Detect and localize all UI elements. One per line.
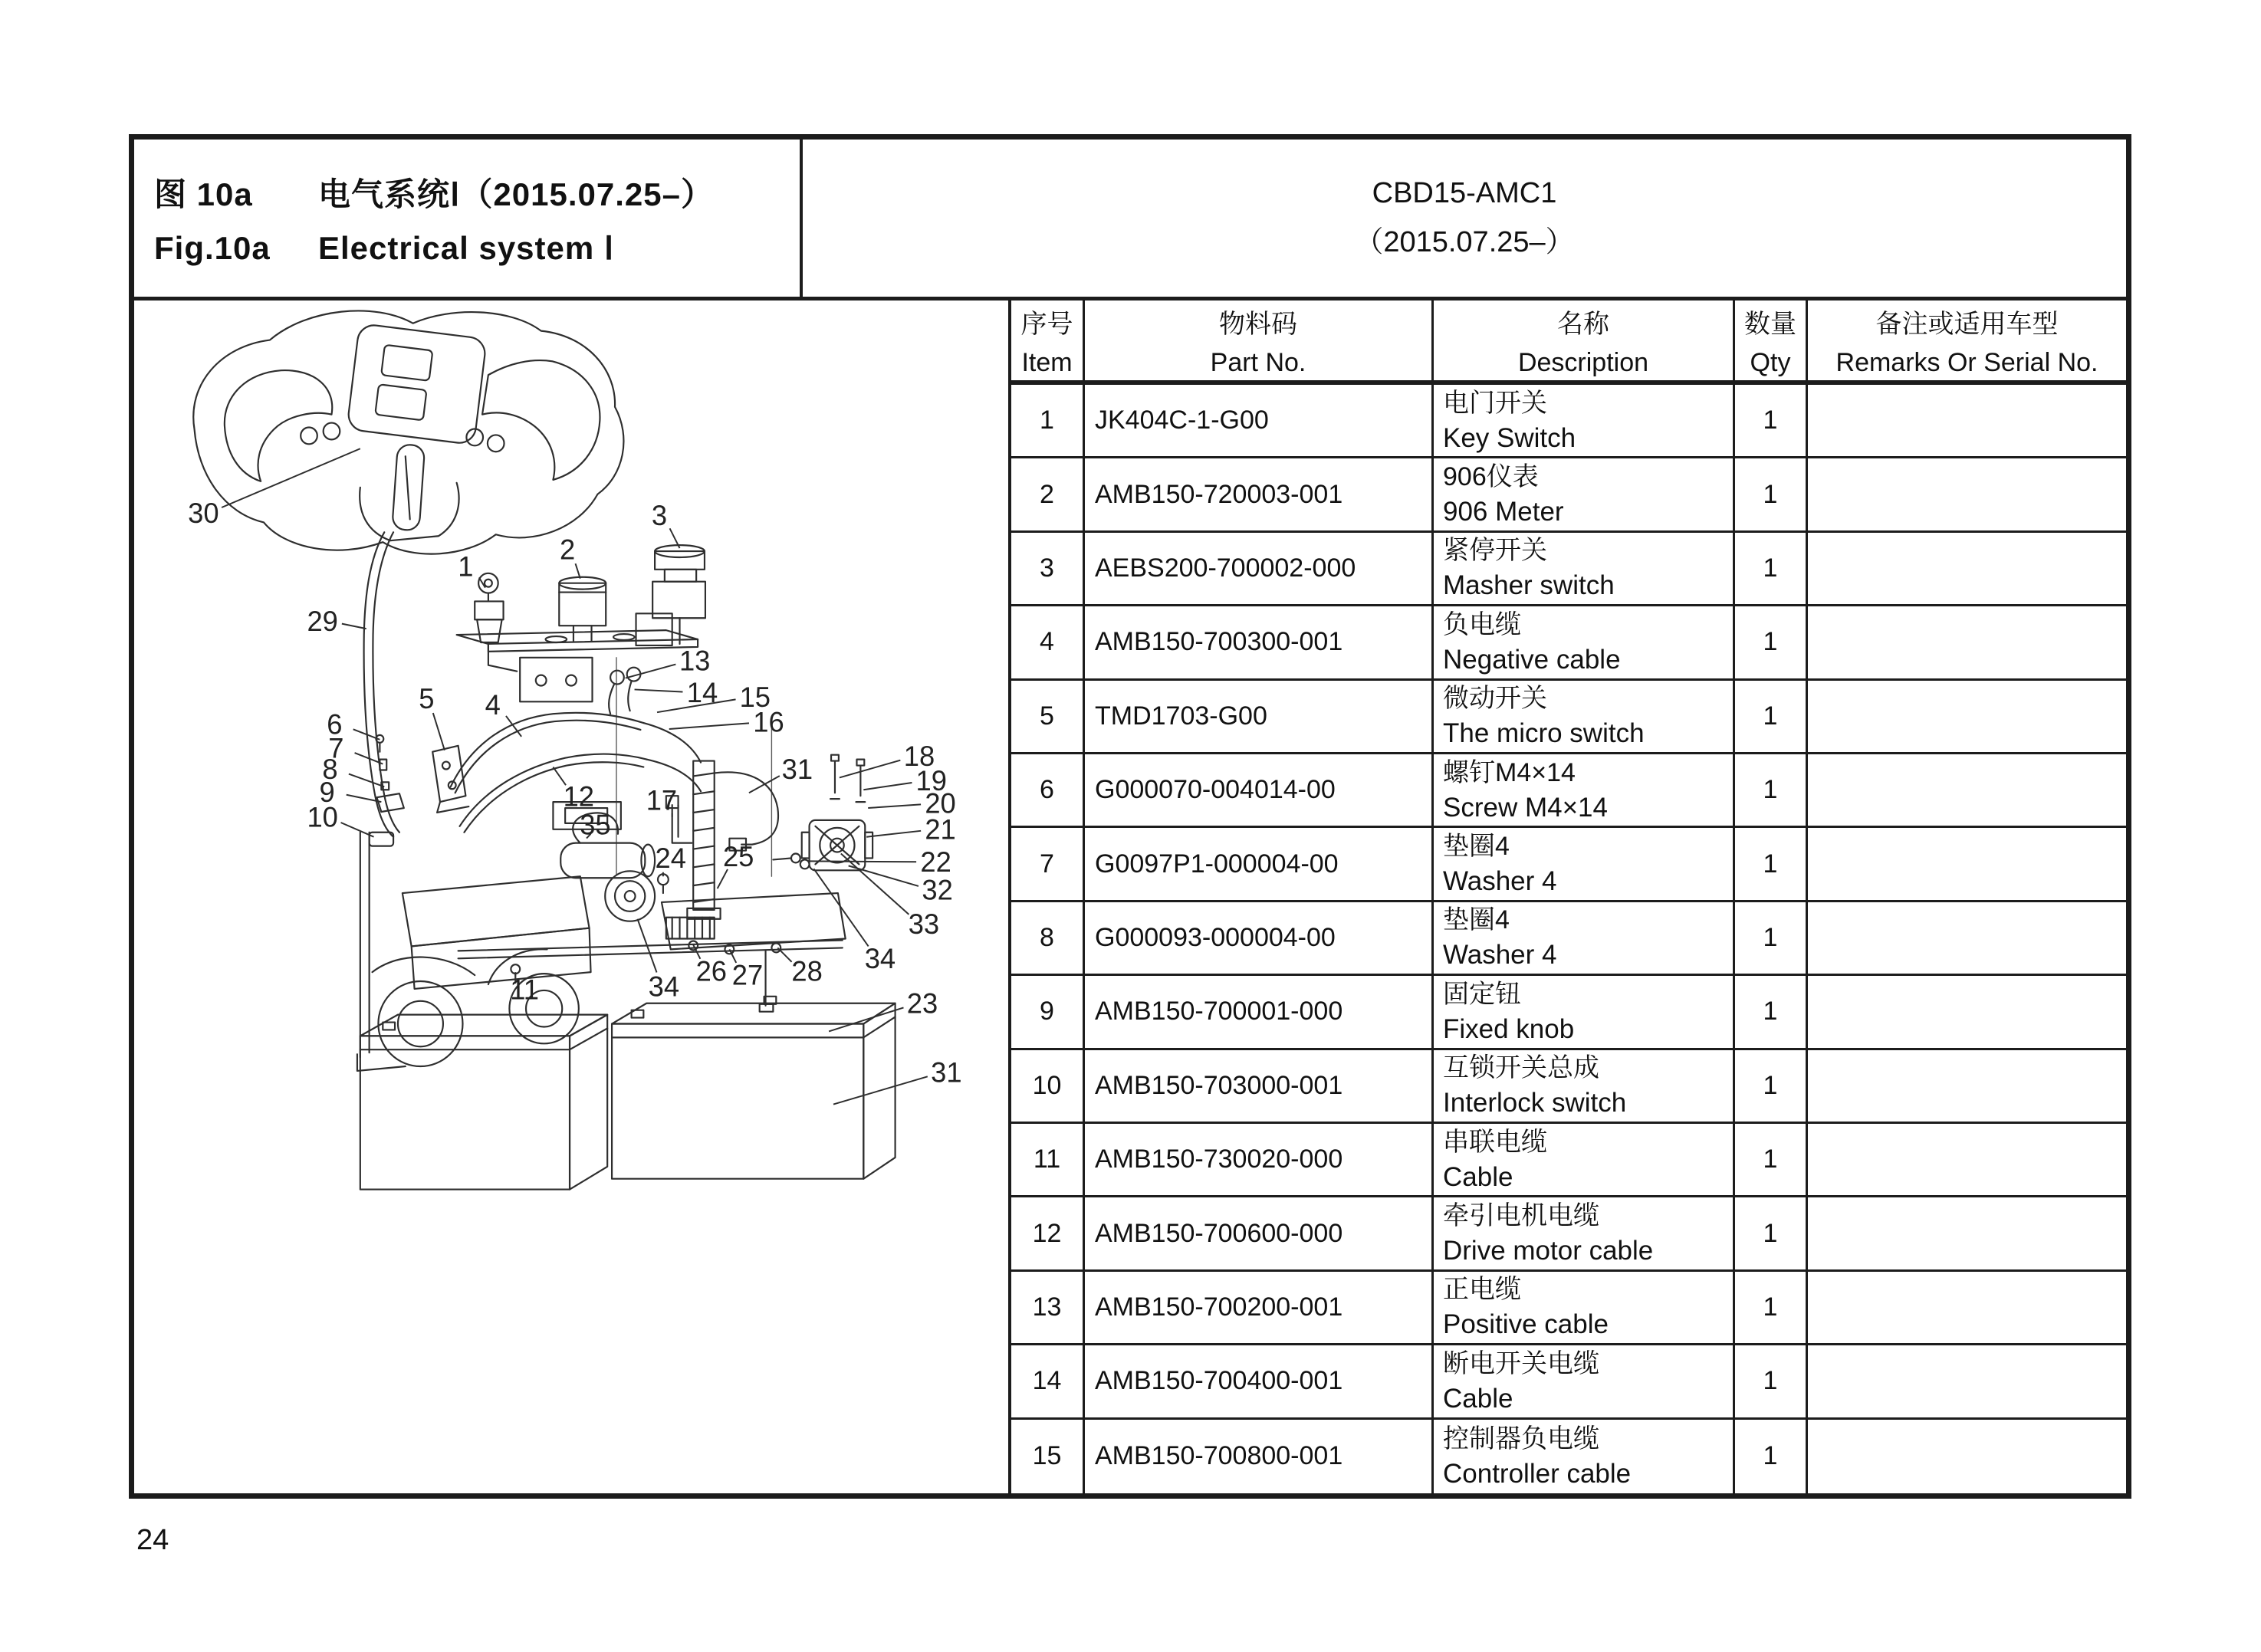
callout-number: 27 [731,959,764,991]
cell-qty: 1 [1735,902,1808,976]
cell-desc-en: 906 Meter [1443,497,1564,527]
cell-desc-cn: 固定钮 [1443,979,1521,1009]
cell-description [1434,1272,1735,1345]
cell-description [1434,754,1735,828]
col-header-item-cn: 序号 [1020,310,1073,339]
cell-remarks [1808,1420,2126,1493]
cell-item: 6 [1011,754,1085,828]
callout-number: 11 [510,974,539,1006]
cell-part-no: AMB150-730020-000 [1085,1124,1434,1197]
callout-number: 26 [695,955,728,987]
cell-description [1434,385,1735,458]
parts-table [1008,301,2126,1493]
callout-number: 9 [319,776,335,808]
cell-qty: 1 [1735,533,1808,606]
cell-desc-en: Cable [1443,1161,1513,1192]
col-header-description-cn: 名称 [1557,310,1609,339]
cell-desc-en: Masher switch [1443,570,1615,601]
callout-leader [669,723,749,729]
cell-desc-en: Fixed knob [1443,1013,1575,1044]
callout-number: 6 [327,708,343,741]
callout-number: 15 [739,681,771,713]
callout-leader [863,783,912,790]
callout-leader [222,448,360,507]
cell-desc-en: Washer 4 [1443,866,1557,897]
figure-number-cn: 图 10a [154,176,253,212]
col-header-qty-cn: 数量 [1744,310,1796,339]
cell-item: 12 [1011,1197,1085,1271]
cell-item: 2 [1011,458,1085,532]
cell-item: 9 [1011,976,1085,1049]
col-header-part-no [1085,301,1434,385]
callout-number: 5 [419,682,435,714]
cell-remarks [1808,385,2126,458]
cell-description [1434,1197,1735,1271]
cell-desc-cn: 螺钉M4×14 [1443,757,1576,787]
cell-description [1434,828,1735,902]
cell-desc-en: Washer 4 [1443,940,1557,971]
cell-part-no: JK404C-1-G00 [1085,385,1434,458]
cell-description [1434,976,1735,1049]
col-header-item-en: Item [1021,348,1073,377]
cell-desc-cn: 控制器负电缆 [1443,1424,1599,1453]
main-area [134,301,2126,1493]
cell-remarks [1808,754,2126,828]
callout-number: 29 [307,605,338,637]
content-box [129,134,2131,1499]
model-date-range: （2015.07.25–） [1354,225,1575,258]
cell-part-no: AMB150-700400-001 [1085,1345,1434,1419]
callout-number: 20 [925,787,956,819]
cell-remarks [1808,1345,2126,1419]
cell-desc-en: Drive motor cable [1443,1236,1654,1266]
cell-description [1434,681,1735,754]
cell-part-no: G000070-004014-00 [1085,754,1434,828]
callout-number: 35 [580,809,611,841]
callout-number: 17 [646,784,678,816]
col-header-item [1011,301,1085,385]
cell-item: 4 [1011,606,1085,680]
callout-number: 1 [458,550,474,583]
cell-description [1434,458,1735,532]
callout-number: 34 [648,971,680,1003]
callout-leader [810,861,917,862]
callout-number: 18 [903,741,935,773]
cell-description [1434,902,1735,976]
callout-number: 2 [559,534,576,566]
callout-leader [341,823,374,837]
callout-leader [868,804,921,808]
cell-description [1434,1420,1735,1493]
figure-title-cn [154,169,800,215]
callout-number: 31 [781,753,813,786]
col-header-remarks [1808,301,2126,385]
cell-item: 14 [1011,1345,1085,1419]
callout-number: 13 [679,645,711,677]
callout-number: 3 [651,499,668,532]
figure-name-en: Electrical system Ⅰ [318,230,615,266]
cell-item: 15 [1011,1420,1085,1493]
cell-remarks [1808,902,2126,976]
cell-desc-cn: 串联电缆 [1443,1127,1547,1157]
cell-qty: 1 [1735,1050,1808,1124]
cell-desc-en: The micro switch [1443,718,1645,749]
cell-desc-cn: 垫圈4 [1443,832,1510,862]
cell-desc-en: Screw M4×14 [1443,792,1608,823]
callout-leader [866,831,921,837]
cell-desc-cn: 负电缆 [1443,609,1521,639]
cell-qty: 1 [1735,606,1808,680]
cell-part-no: AEBS200-700002-000 [1085,533,1434,606]
cell-qty: 1 [1735,1420,1808,1493]
callout-number: 31 [931,1056,962,1089]
cell-description [1434,533,1735,606]
callout-leader [576,563,580,579]
cell-qty: 1 [1735,681,1808,754]
callout-number: 10 [307,801,338,833]
cell-part-no: AMB150-703000-001 [1085,1050,1434,1124]
cell-part-no: AMB150-700001-000 [1085,976,1434,1049]
col-header-part-no-cn: 物料码 [1219,310,1297,339]
callout-number: 23 [906,987,938,1020]
cell-part-no: AMB150-700800-001 [1085,1420,1434,1493]
cell-part-no: AMB150-720003-001 [1085,458,1434,532]
callout-number: 14 [686,676,718,708]
callout-leader [833,1076,928,1104]
cell-remarks [1808,533,2126,606]
cell-desc-en: Controller cable [1443,1458,1632,1489]
cell-desc-en: Positive cable [1443,1309,1609,1340]
figure-name-cn: 电气系统Ⅰ（2015.07.25–） [318,176,714,212]
cell-desc-cn: 垫圈4 [1443,905,1510,935]
cell-description [1434,1345,1735,1419]
callout-leader [635,689,683,691]
model-block [803,140,2126,297]
callout-number: 28 [791,955,823,987]
col-header-remarks-en: Remarks Or Serial No. [1835,348,2098,377]
cell-item: 3 [1011,533,1085,606]
cell-desc-cn: 断电开关电缆 [1443,1348,1599,1378]
cell-desc-en: Negative cable [1443,644,1621,675]
callout-number: 7 [328,732,344,764]
callout-number: 24 [655,842,686,875]
callout-number: 16 [753,706,784,738]
cell-qty: 1 [1735,1124,1808,1197]
cell-qty: 1 [1735,1197,1808,1271]
cell-remarks [1808,976,2126,1049]
col-header-description [1434,301,1735,385]
col-header-part-no-en: Part No. [1210,348,1306,377]
cell-desc-cn: 牵引电机电缆 [1443,1201,1599,1231]
cell-part-no: TMD1703-G00 [1085,681,1434,754]
cell-desc-cn: 互锁开关总成 [1443,1053,1599,1083]
cell-item: 8 [1011,902,1085,976]
page-header [134,140,2126,301]
cell-part-no: AMB150-700600-000 [1085,1197,1434,1271]
col-header-description-en: Description [1517,348,1649,377]
figure-number-en: Fig.10a [154,230,271,266]
callout-number: 22 [920,846,951,878]
cell-remarks [1808,458,2126,532]
cell-desc-cn: 906仪表 [1443,462,1539,492]
callout-leader [349,774,384,787]
cell-item: 5 [1011,681,1085,754]
cell-item: 11 [1011,1124,1085,1197]
cell-remarks [1808,828,2126,902]
callout-number: 4 [485,688,501,721]
cell-remarks [1808,1272,2126,1345]
cell-qty: 1 [1735,828,1808,902]
callout-number: 33 [908,908,940,941]
cell-item: 13 [1011,1272,1085,1345]
cell-description [1434,1124,1735,1197]
cell-remarks [1808,681,2126,754]
cell-item: 10 [1011,1050,1085,1124]
cell-part-no: G0097P1-000004-00 [1085,828,1434,902]
cell-description [1434,606,1735,680]
cell-qty: 1 [1735,976,1808,1049]
callout-leader [749,776,780,793]
figure-title-en [154,229,800,267]
cell-part-no: AMB150-700200-001 [1085,1272,1434,1345]
cell-qty: 1 [1735,385,1808,458]
col-header-qty-en: Qty [1750,348,1791,377]
exploded-diagram [134,301,1008,1493]
cell-remarks [1808,1197,2126,1271]
cell-qty: 1 [1735,754,1808,828]
cell-desc-en: Interlock switch [1443,1088,1627,1118]
figure-title-block [134,140,803,297]
cell-desc-cn: 紧停开关 [1443,536,1547,566]
callout-number: 8 [322,753,338,786]
cell-item: 7 [1011,828,1085,902]
callout-leader [342,624,366,629]
callout-leader [840,760,900,778]
cell-remarks [1808,1124,2126,1197]
callout-leader [841,854,909,915]
cell-remarks [1808,1050,2126,1124]
cell-description [1434,1050,1735,1124]
callout-number: 30 [188,497,219,530]
callout-number: 19 [915,764,947,796]
cell-desc-en: Cable [1443,1383,1513,1414]
callout-number: 32 [922,874,953,906]
model-name: CBD15-AMC1 [1372,176,1557,209]
callout-number: 12 [563,780,595,813]
cell-remarks [1808,606,2126,680]
diagram-svg [134,301,1008,1493]
page-number: 24 [136,1524,169,1556]
diagram-art [193,310,895,1189]
cell-part-no: AMB150-700300-001 [1085,606,1434,680]
cell-qty: 1 [1735,458,1808,532]
cell-desc-en: Key Switch [1443,422,1576,453]
callout-number: 34 [864,942,896,974]
cell-desc-cn: 正电缆 [1443,1275,1521,1305]
callout-leader [813,869,868,946]
callout-leader [433,713,445,750]
cell-part-no: G000093-000004-00 [1085,902,1434,976]
cell-desc-cn: 电门开关 [1443,388,1547,418]
cell-qty: 1 [1735,1345,1808,1419]
callout-number: 25 [722,840,754,873]
callout-leader [626,665,676,678]
callout-number: 21 [925,813,956,846]
cell-desc-cn: 微动开关 [1443,684,1547,714]
cell-item: 1 [1011,385,1085,458]
cell-qty: 1 [1735,1272,1808,1345]
col-header-qty [1735,301,1808,385]
col-header-remarks-cn: 备注或适用车型 [1875,310,2059,339]
